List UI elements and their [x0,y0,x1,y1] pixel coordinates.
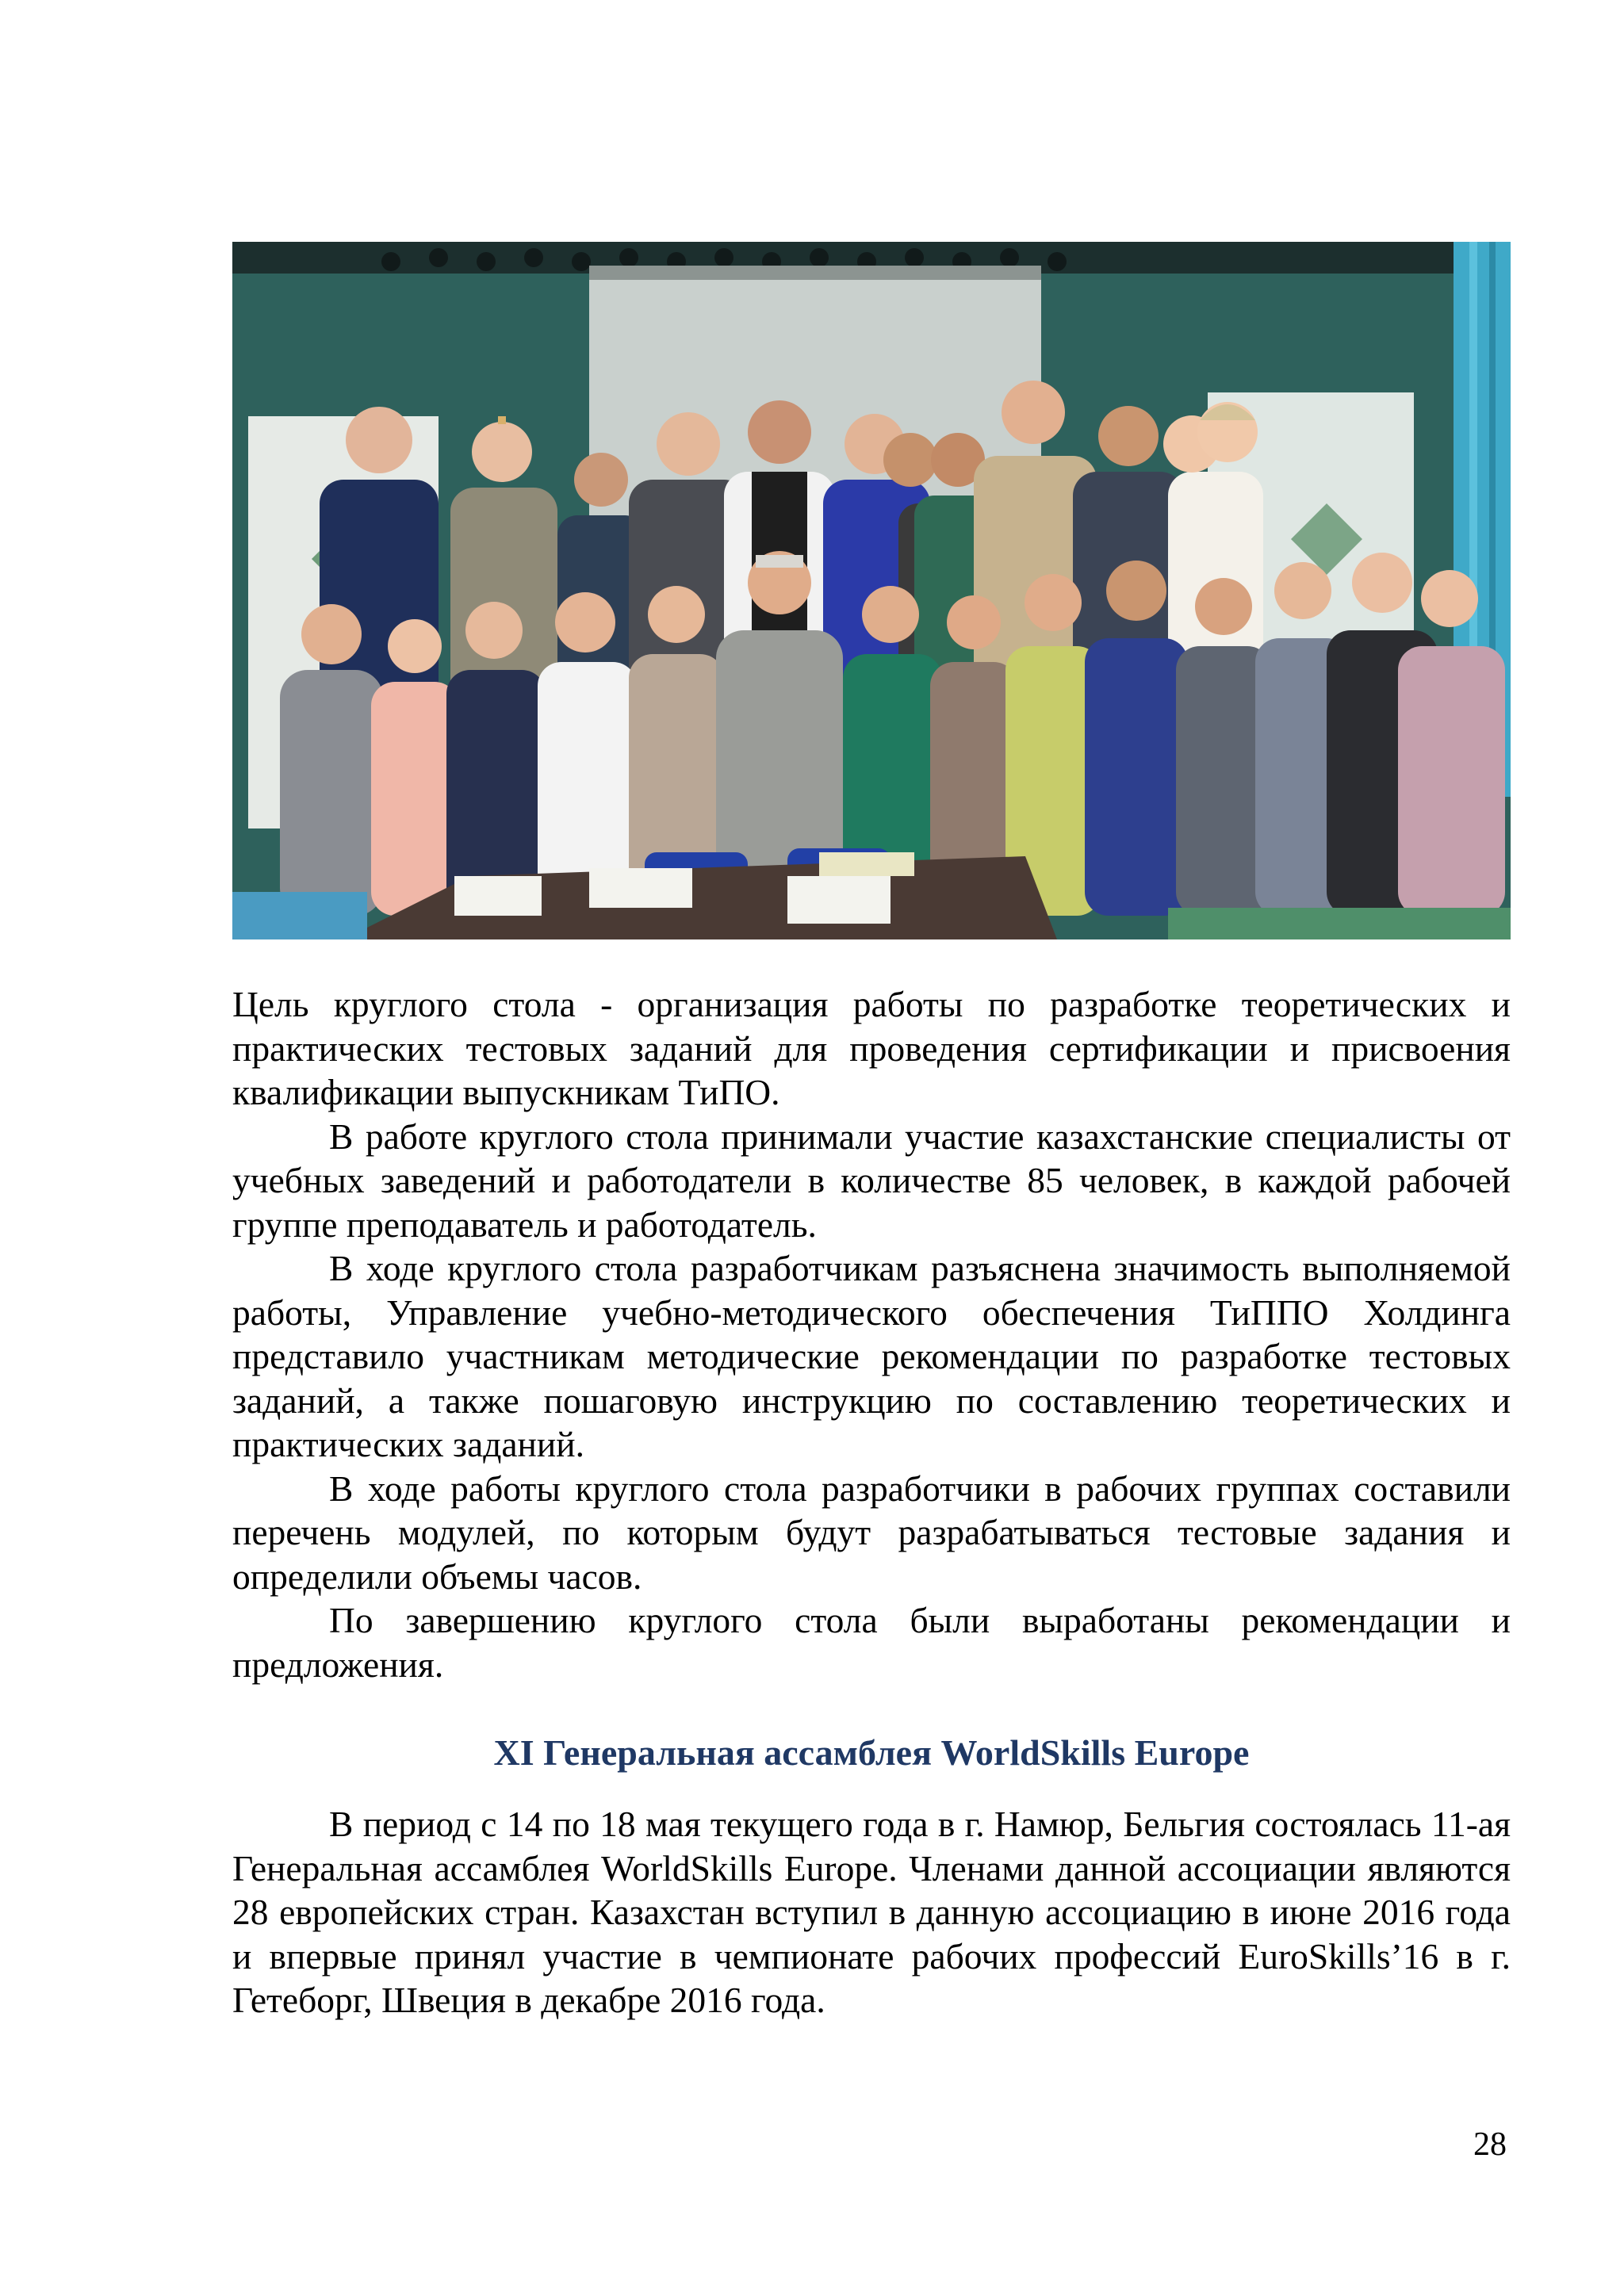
paragraph-participants: В работе круглого стола принимали участие казахстанские специалисты от учебных заведений и работодатели в количестве 85 человек, в каждой рабочей группе преподаватель и работодатель. [232,1115,1511,1245]
paragraph-worldskills: В период с 14 по 18 мая текущего года в г. Намюр, Бельгия состоялась 11-ая Генеральная ассамблея WorldSkills Europe. Членами данной ассоциации являются 28 европейских стран. Казахстан вступил в данную ассоциацию в июне 2016 года и впервые принял участие в чемпионате рабочих профессий EuroSkills’16 в г. Гетеборг, Швеция в декабре 2016 года. [232,1804,1511,2020]
paragraph-methodology: В ходе круглого стола разработчикам разъяснена значимость выполняемой работы, Управление учебно-методического обеспечения ТиППО Холдинга представило участникам методические рекомендации по разработке тестовых заданий, а также пошаговую инструкцию по составлению теоретических и практических заданий. [232,1248,1511,1464]
page-number: 28 [1473,2126,1507,2163]
body-text-top [232,982,1511,1686]
section-heading: XI Генеральная ассамблея WorldSkills Europe [493,1732,1250,1773]
group-photo [232,242,1511,939]
paragraph-modules: В ходе работы круглого стола разработчики в рабочих группах составили перечень модулей, по которым будут разрабатываться тестовые задания и определили объемы часов. [232,1468,1511,1597]
paragraph-conclusion: По завершению круглого стола были выработаны рекомендации и предложения. [232,1600,1511,1685]
body-text-bottom [232,1802,1511,2022]
paragraph-goal: Цель круглого стола - организация работы по разработке теоретических и практических тестовых заданий для проведения сертификации и присвоения квалификации выпускникам ТиПО. [232,984,1511,1112]
